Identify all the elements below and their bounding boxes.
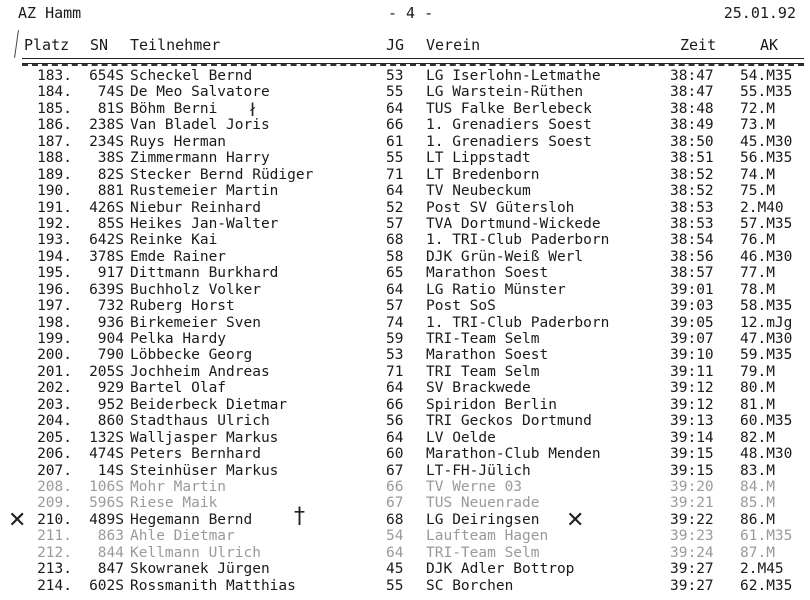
cell-name: Van Bladel Joris: [130, 117, 270, 134]
cell-platz: 204.: [37, 413, 72, 430]
header-date: 25.01.92: [723, 4, 796, 22]
cell-ak: 72.M: [740, 100, 775, 117]
cell-jg: 61: [386, 133, 404, 150]
cell-zeit: 39:12: [670, 396, 714, 413]
table-row: [0, 150, 810, 166]
cell-name: Scheckel Bernd: [130, 68, 253, 84]
cell-sn: 238S: [89, 117, 124, 134]
handwritten-tick-mark: ł: [250, 100, 256, 121]
cell-platz: 211.: [37, 528, 72, 545]
cell-jg: 55: [386, 577, 404, 594]
table-row: [0, 561, 810, 577]
cell-ak: 87.M: [740, 544, 775, 561]
cell-jg: 68: [386, 232, 404, 249]
cell-ak: 84.M: [740, 478, 775, 495]
col-ak: AK: [760, 36, 779, 54]
cell-ak: 57.M35: [740, 215, 793, 232]
cell-platz: 213.: [37, 561, 72, 578]
cell-name: Bartel Olaf: [130, 380, 227, 397]
cell-jg: 64: [386, 544, 404, 561]
table-row: [0, 446, 810, 462]
table-row: [0, 101, 810, 117]
cell-verein: TUS Neuenrade: [426, 495, 540, 512]
cell-verein: 1. Grenadiers Soest: [426, 117, 592, 134]
cell-ak: 55.M35: [740, 84, 793, 101]
cell-verein: LT Lippstadt: [426, 150, 531, 167]
cell-sn: 234S: [89, 133, 124, 150]
cell-name: Böhm Berni: [130, 100, 218, 117]
cell-jg: 60: [386, 446, 404, 463]
cell-zeit: 39:03: [670, 298, 714, 315]
cell-verein: 1. TRI-Club Paderborn: [426, 232, 610, 249]
cell-sn: 732: [97, 298, 124, 315]
handwritten-cross-mark: ✕: [8, 508, 27, 533]
cell-zeit: 39:27: [670, 561, 714, 578]
cell-name: De Meo Salvatore: [130, 84, 270, 101]
table-row: [0, 84, 810, 100]
cell-name: Birkemeier Sven: [130, 314, 261, 331]
cell-zeit: 39:23: [670, 528, 714, 545]
cell-verein: Marathon Soest: [426, 347, 549, 364]
col-platz: Platz: [24, 36, 70, 54]
cell-jg: 67: [386, 495, 404, 512]
table-row: [0, 134, 810, 150]
document-header: [0, 2, 810, 24]
cell-platz: 184.: [37, 84, 72, 101]
cell-zeit: 38:51: [670, 150, 714, 167]
cell-zeit: 38:53: [670, 215, 714, 232]
cell-verein: Spiridon Berlin: [426, 396, 557, 413]
cell-jg: 71: [386, 166, 404, 183]
cell-jg: 57: [386, 215, 404, 232]
cell-verein: Marathon Soest: [426, 265, 549, 282]
cell-verein: LG Iserlohn-Letmathe: [426, 68, 601, 84]
cell-jg: 66: [386, 396, 404, 413]
cell-sn: 917: [97, 265, 124, 282]
cell-platz: 194.: [37, 248, 72, 265]
handwritten-cross-mark-2: ✕: [566, 508, 585, 533]
cell-sn: 881: [97, 183, 124, 200]
table-row: [0, 183, 810, 199]
cell-platz: 201.: [37, 363, 72, 380]
cell-zeit: 39:22: [670, 511, 714, 528]
cell-zeit: 38:54: [670, 232, 714, 249]
table-row: [0, 315, 810, 331]
cell-name: Buchholz Volker: [130, 281, 261, 298]
cell-jg: 55: [386, 150, 404, 167]
cell-ak: 83.M: [740, 462, 775, 479]
cell-jg: 65: [386, 265, 404, 282]
cell-platz: 186.: [37, 117, 72, 134]
cell-jg: 66: [386, 478, 404, 495]
cell-ak: 2.M45: [740, 561, 784, 578]
cell-platz: 214.: [37, 577, 72, 594]
cell-name: Dittmann Burkhard: [130, 265, 279, 282]
cell-zeit: 38:56: [670, 248, 714, 265]
cell-platz: 205.: [37, 429, 72, 446]
cell-sn: 81S: [97, 100, 124, 117]
cell-sn: 860: [97, 413, 124, 430]
column-header-row: [0, 34, 810, 56]
cell-zeit: 38:50: [670, 133, 714, 150]
cell-ak: 46.M30: [740, 248, 793, 265]
table-row: [0, 347, 810, 363]
cell-jg: 59: [386, 331, 404, 347]
col-teilnehmer: Teilnehmer: [130, 36, 221, 54]
cell-name: Ahle Dietmar: [130, 528, 235, 545]
table-row: [0, 265, 810, 281]
cell-verein: TRI-Team Selm: [426, 331, 540, 347]
table-row: [0, 463, 810, 479]
cell-zeit: 39:15: [670, 446, 714, 463]
cell-name: Jochheim Andreas: [130, 363, 270, 380]
table-row: [0, 282, 810, 298]
col-sn: SN: [90, 36, 109, 54]
cell-sn: 74S: [97, 84, 124, 101]
cell-name: Mohr Martin: [130, 478, 227, 495]
cell-jg: 71: [386, 363, 404, 380]
table-row: [0, 364, 810, 380]
cell-zeit: 38:47: [670, 68, 714, 84]
table-row: [0, 545, 810, 561]
cell-verein: TVA Dortmund-Wickede: [426, 215, 601, 232]
cell-platz: 196.: [37, 281, 72, 298]
cell-platz: 203.: [37, 396, 72, 413]
cell-sn: 378S: [89, 248, 124, 265]
cell-name: Ruberg Horst: [130, 298, 235, 315]
dashed-rule: [22, 64, 804, 66]
col-jg: JG: [386, 36, 405, 54]
cell-name: Steinhüser Markus: [130, 462, 279, 479]
cell-zeit: 38:57: [670, 265, 714, 282]
handwritten-plus-mark: †: [294, 504, 305, 529]
table-row: [0, 512, 810, 528]
table-row: [0, 413, 810, 429]
cell-verein: 1. TRI-Club Paderborn: [426, 314, 610, 331]
cell-sn: 205S: [89, 363, 124, 380]
cell-jg: 67: [386, 462, 404, 479]
cell-zeit: 39:07: [670, 331, 714, 347]
cell-zeit: 38:48: [670, 100, 714, 117]
table-row: [0, 495, 810, 511]
cell-sn: 14S: [97, 462, 124, 479]
cell-verein: LV Oelde: [426, 429, 496, 446]
table-row: [0, 232, 810, 248]
cell-jg: 64: [386, 281, 404, 298]
cell-sn: 602S: [89, 577, 124, 594]
cell-name: Stadthaus Ulrich: [130, 413, 270, 430]
cell-verein: LG Ratio Münster: [426, 281, 566, 298]
cell-jg: 52: [386, 199, 404, 216]
cell-sn: 790: [97, 347, 124, 364]
cell-sn: 426S: [89, 199, 124, 216]
cell-platz: 208.: [37, 478, 72, 495]
cell-jg: 53: [386, 347, 404, 364]
cell-sn: 844: [97, 544, 124, 561]
cell-platz: 199.: [37, 331, 72, 347]
cell-jg: 64: [386, 380, 404, 397]
cell-name: Kellmann Ulrich: [130, 544, 261, 561]
cell-verein: DJK Grün-Weiß Werl: [426, 248, 584, 265]
cell-zeit: 39:12: [670, 380, 714, 397]
cell-jg: 64: [386, 429, 404, 446]
cell-jg: 74: [386, 314, 404, 331]
cell-verein: TV Werne 03: [426, 478, 523, 495]
cell-ak: 59.M35: [740, 347, 793, 364]
cell-ak: 73.M: [740, 117, 775, 134]
cell-ak: 58.M35: [740, 298, 793, 315]
table-row: [0, 117, 810, 133]
cell-name: Beiderbeck Dietmar: [130, 396, 288, 413]
table-row: [0, 430, 810, 446]
cell-ak: 85.M: [740, 495, 775, 512]
cell-verein: DJK Adler Bottrop: [426, 561, 575, 578]
cell-sn: 929: [97, 380, 124, 397]
cell-ak: 56.M35: [740, 150, 793, 167]
cell-ak: 79.M: [740, 363, 775, 380]
cell-sn: 596S: [89, 495, 124, 512]
cell-jg: 64: [386, 100, 404, 117]
cell-ak: 80.M: [740, 380, 775, 397]
col-zeit: Zeit: [680, 36, 717, 54]
cell-name: Walljasper Markus: [130, 429, 279, 446]
cell-name: Pelka Hardy: [130, 331, 227, 347]
cell-name: Skowranek Jürgen: [130, 561, 270, 578]
cell-zeit: 39:15: [670, 462, 714, 479]
cell-jg: 66: [386, 117, 404, 134]
cell-sn: 85S: [97, 215, 124, 232]
cell-sn: 904: [97, 331, 124, 347]
cell-sn: 132S: [89, 429, 124, 446]
cell-jg: 57: [386, 298, 404, 315]
table-row: [0, 578, 810, 594]
cell-platz: 183.: [37, 68, 72, 84]
cell-platz: 190.: [37, 183, 72, 200]
cell-verein: LG Warstein-Rüthen: [426, 84, 584, 101]
cell-jg: 55: [386, 84, 404, 101]
cell-platz: 206.: [37, 446, 72, 463]
cell-verein: LT Bredenborn: [426, 166, 540, 183]
cell-jg: 68: [386, 511, 404, 528]
cell-name: Löbbecke Georg: [130, 347, 253, 364]
cell-zeit: 39:05: [670, 314, 714, 331]
cell-zeit: 39:14: [670, 429, 714, 446]
cell-name: Heikes Jan-Walter: [130, 215, 279, 232]
cell-zeit: 39:13: [670, 413, 714, 430]
cell-platz: 185.: [37, 100, 72, 117]
cell-name: Rossmanith Matthias: [130, 577, 296, 594]
cell-jg: 54: [386, 528, 404, 545]
cell-name: Riese Maik: [130, 495, 218, 512]
cell-zeit: 39:20: [670, 478, 714, 495]
cell-zeit: 39:10: [670, 347, 714, 364]
cell-name: Zimmermann Harry: [130, 150, 270, 167]
cell-verein: LT-FH-Jülich: [426, 462, 531, 479]
header-left: AZ Hamm: [18, 4, 82, 22]
cell-platz: 198.: [37, 314, 72, 331]
cell-ak: 86.M: [740, 511, 775, 528]
cell-platz: 189.: [37, 166, 72, 183]
cell-ak: 76.M: [740, 232, 775, 249]
cell-ak: 54.M35: [740, 68, 793, 84]
cell-platz: 192.: [37, 215, 72, 232]
cell-sn: 863: [97, 528, 124, 545]
cell-zeit: 38:47: [670, 84, 714, 101]
cell-zeit: 39:11: [670, 363, 714, 380]
cell-ak: 77.M: [740, 265, 775, 282]
cell-jg: 58: [386, 248, 404, 265]
cell-ak: 62.M35: [740, 577, 793, 594]
cell-jg: 53: [386, 68, 404, 84]
table-row: [0, 216, 810, 232]
cell-ak: 12.mJg: [740, 314, 793, 331]
results-table: [0, 68, 810, 594]
cell-ak: 75.M: [740, 183, 775, 200]
cell-name: Reinke Kai: [130, 232, 218, 249]
cell-zeit: 38:52: [670, 183, 714, 200]
cell-sn: 847: [97, 561, 124, 578]
cell-verein: SV Brackwede: [426, 380, 531, 397]
table-row: [0, 167, 810, 183]
cell-verein: LG Deiringsen: [426, 511, 540, 528]
table-row: [0, 331, 810, 347]
cell-verein: Post SV Gütersloh: [426, 199, 575, 216]
table-row: [0, 397, 810, 413]
cell-ak: 82.M: [740, 429, 775, 446]
table-row: [0, 68, 810, 84]
cell-verein: TRI-Team Selm: [426, 544, 540, 561]
cell-sn: 82S: [97, 166, 124, 183]
cell-platz: 200.: [37, 347, 72, 364]
cell-platz: 195.: [37, 265, 72, 282]
cell-verein: 1. Grenadiers Soest: [426, 133, 592, 150]
cell-platz: 191.: [37, 199, 72, 216]
cell-sn: 489S: [89, 511, 124, 528]
cell-zeit: 39:21: [670, 495, 714, 512]
page-number: - 4 -: [388, 4, 434, 22]
table-row: [0, 200, 810, 216]
cell-ak: 48.M30: [740, 446, 793, 463]
cell-zeit: 38:49: [670, 117, 714, 134]
cell-name: Emde Rainer: [130, 248, 227, 265]
cell-zeit: 38:52: [670, 166, 714, 183]
cell-verein: Laufteam Hagen: [426, 528, 549, 545]
cell-platz: 207.: [37, 462, 72, 479]
cell-ak: 60.M35: [740, 413, 793, 430]
cell-platz: 187.: [37, 133, 72, 150]
cell-ak: 47.M30: [740, 331, 793, 347]
cell-sn: 642S: [89, 232, 124, 249]
table-row: [0, 479, 810, 495]
cell-sn: 474S: [89, 446, 124, 463]
cell-zeit: 39:27: [670, 577, 714, 594]
cell-ak: 74.M: [740, 166, 775, 183]
cell-verein: SC Borchen: [426, 577, 514, 594]
cell-name: Ruys Herman: [130, 133, 227, 150]
cell-sn: 106S: [89, 478, 124, 495]
cell-ak: 2.M40: [740, 199, 784, 216]
cell-ak: 78.M: [740, 281, 775, 298]
cell-name: Peters Bernhard: [130, 446, 261, 463]
cell-verein: TUS Falke Berlebeck: [426, 100, 592, 117]
table-row: [0, 380, 810, 396]
cell-name: Niebur Reinhard: [130, 199, 261, 216]
cell-sn: 952: [97, 396, 124, 413]
cell-zeit: 39:24: [670, 544, 714, 561]
cell-verein: Marathon-Club Menden: [426, 446, 601, 463]
col-verein: Verein: [426, 36, 481, 54]
cell-ak: 61.M35: [740, 528, 793, 545]
cell-jg: 64: [386, 183, 404, 200]
cell-verein: TRI Geckos Dortmund: [426, 413, 592, 430]
cell-name: Hegemann Bernd: [130, 511, 253, 528]
cell-platz: 209.: [37, 495, 72, 512]
table-row: [0, 298, 810, 314]
cell-ak: 45.M30: [740, 133, 793, 150]
cell-sn: 639S: [89, 281, 124, 298]
cell-jg: 45: [386, 561, 404, 578]
cell-sn: 38S: [97, 150, 124, 167]
cell-platz: 193.: [37, 232, 72, 249]
cell-jg: 56: [386, 413, 404, 430]
cell-zeit: 38:53: [670, 199, 714, 216]
cell-name: Stecker Bernd Rüdiger: [130, 166, 314, 183]
cell-verein: TV Neubeckum: [426, 183, 531, 200]
cell-platz: 210.: [37, 511, 72, 528]
cell-platz: 202.: [37, 380, 72, 397]
cell-platz: 188.: [37, 150, 72, 167]
cell-ak: 81.M: [740, 396, 775, 413]
cell-verein: Post SoS: [426, 298, 496, 315]
cell-platz: 212.: [37, 544, 72, 561]
cell-verein: TRI Team Selm: [426, 363, 540, 380]
cell-zeit: 39:01: [670, 281, 714, 298]
table-row: [0, 528, 810, 544]
cell-sn: 936: [97, 314, 124, 331]
cell-sn: 654S: [89, 68, 124, 84]
table-row: [0, 249, 810, 265]
cell-platz: 197.: [37, 298, 72, 315]
cell-name: Rustemeier Martin: [130, 183, 279, 200]
